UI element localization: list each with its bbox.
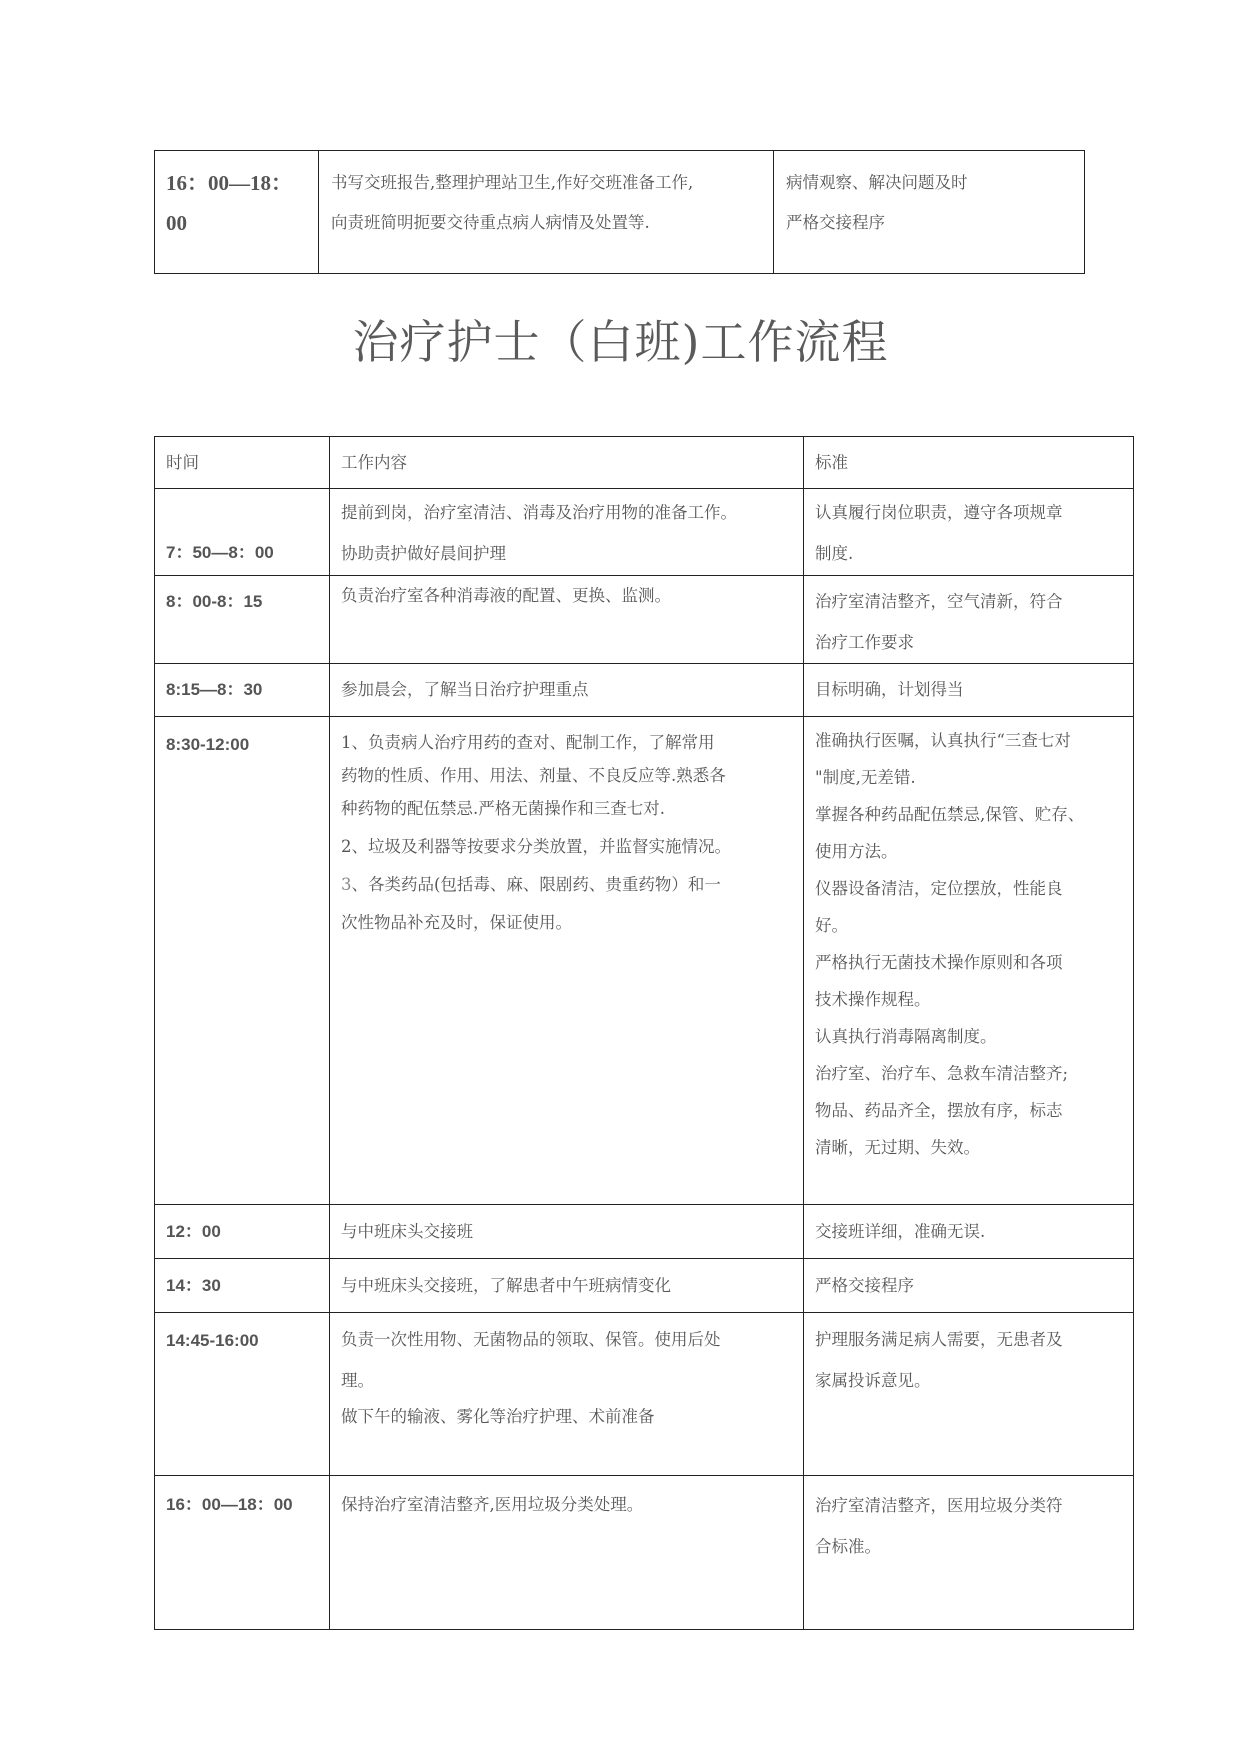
standard-line: 制度.: [815, 544, 854, 563]
standard-line: 治疗室清洁整齐，医用垃圾分类符: [815, 1496, 1063, 1515]
table-header-row: [155, 437, 1134, 489]
content-line: 与中班床头交接班，了解患者中午班病情变化: [341, 1276, 671, 1295]
standard-line: 物品、药品齐全，摆放有序，标志: [815, 1101, 1063, 1120]
previous-table-fragment: [154, 150, 1085, 274]
time-cell: [155, 151, 319, 274]
table-row: [155, 576, 1134, 664]
table-row: [155, 664, 1134, 717]
standard-line: 严格交接程序: [786, 213, 885, 232]
content-line: 与中班床头交接班: [341, 1222, 473, 1241]
standard-line: 目标明确，计划得当: [815, 680, 964, 699]
content-line: 负责一次性用物、无菌物品的领取、保管。使用后处: [341, 1330, 721, 1349]
content-line: 参加晨会，了解当日治疗护理重点: [341, 680, 589, 699]
content-line: 药物的性质、作用、用法、剂量、不良反应等.熟悉各: [341, 766, 726, 785]
time-line: 00: [166, 211, 187, 235]
standard-line: 治疗室清洁整齐，空气清新，符合: [815, 592, 1063, 611]
standard-line: 严格交接程序: [815, 1276, 914, 1295]
standard-cell: [804, 1476, 1134, 1630]
content-line: 协助责护做好晨间护理: [341, 544, 506, 563]
workflow-table: [154, 436, 1134, 1630]
standard-line: 治疗工作要求: [815, 633, 914, 652]
content-line: 书写交班报告,整理护理站卫生,作好交班准备工作,: [331, 173, 694, 192]
list-number: 3: [341, 875, 352, 894]
time-cell: 8:15—8：30: [155, 664, 330, 717]
content-cell: [330, 1476, 804, 1630]
standard-line: 治疗室、治疗车、急救车清洁整齐;: [815, 1064, 1069, 1083]
content-cell: [330, 1259, 804, 1313]
time-line: 16：00—18：: [166, 171, 292, 195]
standard-line: 交接班详细，准确无误.: [815, 1222, 986, 1241]
table-row: [155, 1476, 1134, 1630]
content-line: 2、垃圾及利器等按要求分类放置，并监督实施情况。: [341, 837, 731, 856]
standard-line: 护理服务满足病人需要，无患者及: [815, 1330, 1063, 1349]
content-cell: [330, 489, 804, 576]
content-cell: [330, 717, 804, 1205]
time-cell: 8:30-12:00: [155, 717, 330, 1205]
standard-cell: [804, 1259, 1134, 1313]
content-line: 1、负责病人治疗用药的查对、配制工作，了解常用: [341, 733, 715, 752]
standard-cell: [804, 576, 1134, 664]
standard-cell: [804, 1205, 1134, 1259]
standard-line: 清晰，无过期、失效。: [815, 1138, 980, 1157]
standard-line: 合标准。: [815, 1537, 881, 1556]
standard-line: 好。: [815, 916, 848, 935]
header-standard: 标准: [804, 437, 1134, 489]
standard-line: 技术操作规程。: [815, 990, 931, 1009]
standard-line: 仪器设备清洁，定位摆放，性能良: [815, 879, 1063, 898]
content-cell: [330, 664, 804, 717]
content-cell: [330, 1205, 804, 1259]
standard-cell: [804, 717, 1134, 1205]
standard-cell: [804, 1313, 1134, 1476]
time-cell: 7：50—8：00: [155, 489, 330, 576]
standard-cell: [804, 664, 1134, 717]
content-line: 次性物品补充及时，保证使用。: [341, 913, 572, 932]
table-row: [155, 489, 1134, 576]
content-line: 负责治疗室各种消毒液的配置、更换、监测。: [341, 586, 671, 605]
standard-line: 使用方法。: [815, 842, 898, 861]
document-title: 治疗护士（白班)工作流程: [352, 315, 889, 369]
time-cell: 8：00-8：15: [155, 576, 330, 664]
standard-line: 认真执行消毒隔离制度。: [815, 1027, 997, 1046]
table-row: [155, 1205, 1134, 1259]
header-content: 工作内容: [330, 437, 804, 489]
standard-line: 病情观察、解决问题及时: [786, 173, 968, 192]
table-row: [155, 1313, 1134, 1476]
content-line: 保持治疗室清洁整齐,医用垃圾分类处理。: [341, 1495, 644, 1514]
table-row: [155, 717, 1134, 1205]
content-line: 种药物的配伍禁忌.严格无菌操作和三查七对.: [341, 799, 665, 818]
content-line: 向责班简明扼要交待重点病人病情及处置等.: [331, 213, 650, 232]
standard-line: 认真履行岗位职责，遵守各项规章: [815, 503, 1063, 522]
content-line: 做下午的输液、雾化等治疗护理、术前准备: [341, 1407, 655, 1426]
time-cell: 14:45-16:00: [155, 1313, 330, 1476]
table-row: [155, 151, 1085, 274]
time-cell: 12：00: [155, 1205, 330, 1259]
content-cell: [330, 1313, 804, 1476]
standard-cell: [774, 151, 1085, 274]
standard-line: "制度,无差错.: [815, 768, 916, 787]
content-line: 理。: [341, 1371, 374, 1390]
standard-line: 准确执行医嘱，认真执行“三查七对: [815, 731, 1071, 750]
standard-line: 掌握各种药品配伍禁忌,保管、贮存、: [815, 805, 1085, 824]
content-cell: [330, 576, 804, 664]
standard-line: 家属投诉意见。: [815, 1371, 931, 1390]
content-cell: [319, 151, 774, 274]
table-row: [155, 1259, 1134, 1313]
header-time: 时间: [155, 437, 330, 489]
content-line: 3、各类药品(包括毒、麻、限剧药、贵重药物）和一: [341, 875, 721, 894]
standard-line: 严格执行无菌技术操作原则和各项: [815, 953, 1063, 972]
content-line: 提前到岗，治疗室清洁、消毒及治疗用物的准备工作。: [341, 503, 737, 522]
time-cell: 16：00—18：00: [155, 1476, 330, 1630]
time-cell: 14：30: [155, 1259, 330, 1313]
standard-cell: [804, 489, 1134, 576]
